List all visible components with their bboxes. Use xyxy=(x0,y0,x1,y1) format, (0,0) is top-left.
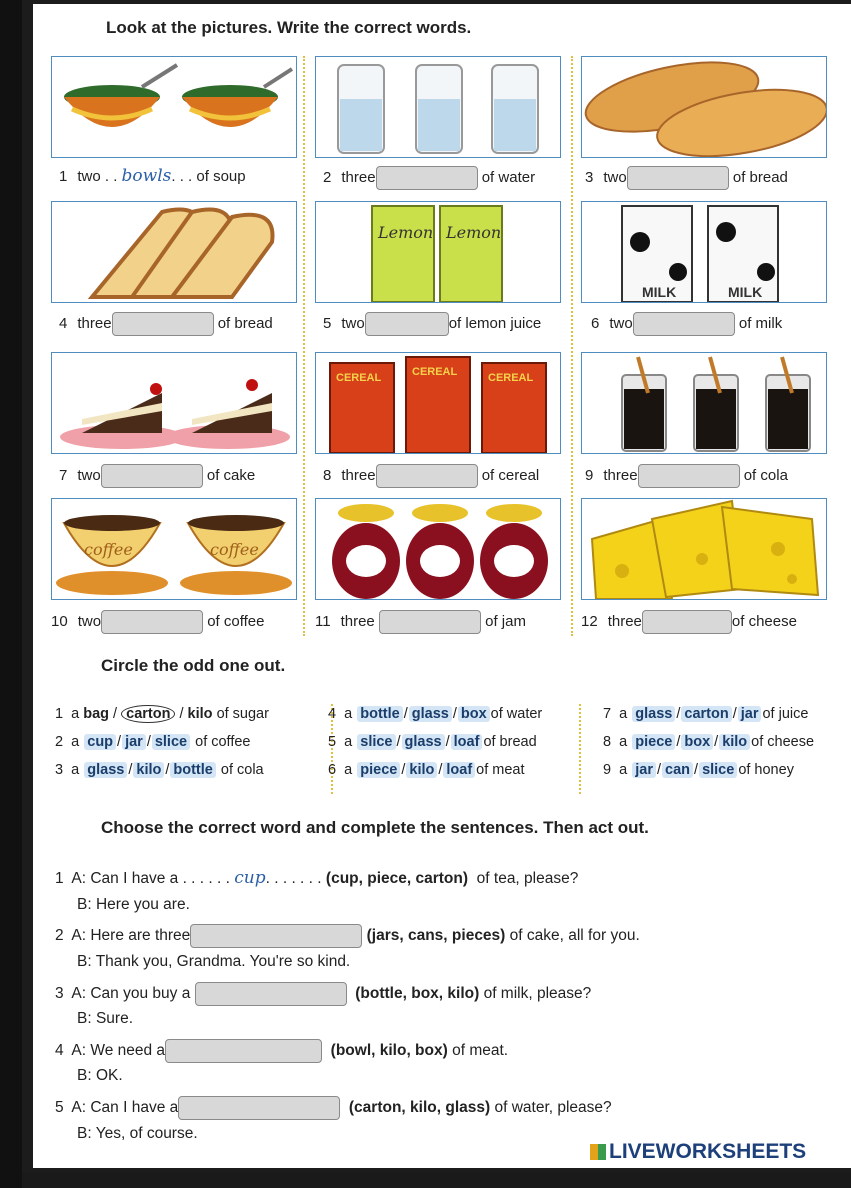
answer-input-2[interactable] xyxy=(376,166,478,190)
jam-jars-image xyxy=(316,499,560,599)
option[interactable]: loaf xyxy=(443,762,475,778)
dialogue-3b: B: Sure. xyxy=(77,1010,134,1027)
column-divider xyxy=(579,704,581,794)
column-divider xyxy=(571,56,573,636)
answer-input-5[interactable] xyxy=(365,312,449,336)
item-1: 1 two . . bowls. . . of soup xyxy=(59,166,246,186)
window-bottom-border xyxy=(22,1172,851,1188)
odd-item-9: 9 a jar / can / slice of honey xyxy=(603,762,794,778)
picture-cola-glasses xyxy=(581,352,827,454)
option[interactable]: jar xyxy=(632,762,656,778)
odd-item-1: 1 a bag / carton / kilo of sugar xyxy=(55,706,269,722)
dialogue-3a: 3 A: Can you buy a (bottle, box, kilo) of milk, please? xyxy=(55,982,591,1006)
odd-item-6: 6 a piece / kilo / loaf of meat xyxy=(328,762,525,778)
coffee-label-1: coffee xyxy=(84,540,133,559)
option[interactable]: slice xyxy=(699,762,737,778)
cheese-pieces-image xyxy=(582,499,826,599)
item-8: 8 three of cereal xyxy=(323,464,539,488)
answer-input-4[interactable] xyxy=(112,312,214,336)
item-4: 4 three of bread xyxy=(59,312,273,336)
option[interactable]: glass xyxy=(84,762,127,778)
option[interactable]: slice xyxy=(152,734,190,750)
option[interactable]: glass xyxy=(632,706,675,722)
column-divider xyxy=(303,56,305,636)
odd-item-2: 2 a cup / jar / slice of coffee xyxy=(55,734,251,750)
milk-label-2: MILK xyxy=(728,284,763,300)
option[interactable]: bottle xyxy=(170,762,215,778)
answer-input-9[interactable] xyxy=(638,464,740,488)
odd-item-7: 7 a glass / carton / jar of juice xyxy=(603,706,809,722)
option[interactable]: jar xyxy=(122,734,146,750)
picture-juice-cartons xyxy=(315,201,561,303)
option[interactable]: glass xyxy=(409,706,452,722)
section2-heading: Circle the odd one out. xyxy=(101,656,286,675)
milk-label-1: MILK xyxy=(642,284,677,300)
picture-water-glasses xyxy=(315,56,561,158)
item-12: 12 three of cheese xyxy=(581,610,797,634)
section1-heading: Look at the pictures. Write the correct words. xyxy=(106,18,472,37)
item-10: 10 two of coffee xyxy=(51,610,264,634)
item-2: 2 three of water xyxy=(323,166,535,190)
odd-item-4: 4 a bottle / glass / box of water xyxy=(328,706,543,722)
picture-cake-pieces xyxy=(51,352,297,454)
picture-bread-slices xyxy=(51,201,297,303)
picture-soup-bowls xyxy=(51,56,297,158)
answer-input-dialogue-3[interactable] xyxy=(195,982,347,1006)
option[interactable]: glass xyxy=(402,734,445,750)
cake-pieces-image xyxy=(52,353,296,453)
picture-jam-jars xyxy=(315,498,561,600)
item-5: 5 two of lemon juice xyxy=(323,312,541,336)
picture-coffee-cups xyxy=(51,498,297,600)
dialogue-5a: 5 A: Can I have a (carton, kilo, glass) of water, please? xyxy=(55,1096,612,1120)
answer-input-8[interactable] xyxy=(376,464,478,488)
option[interactable]: box xyxy=(681,734,713,750)
coffee-label-2: coffee xyxy=(210,540,259,559)
dialogue-5b: B: Yes, of course. xyxy=(77,1125,198,1142)
odd-item-8: 8 a piece / box / kilo of cheese xyxy=(603,734,815,750)
dialogue-1b: B: Here you are. xyxy=(77,896,190,913)
cereal-label-3: CEREAL xyxy=(488,372,534,384)
cereal-label-2: CEREAL xyxy=(412,366,458,378)
cereal-boxes-image xyxy=(316,353,560,453)
answer-input-6[interactable] xyxy=(633,312,735,336)
item-11: 11 three of jam xyxy=(315,610,526,634)
circled-answer: carton xyxy=(121,705,175,723)
milk-cartons-image xyxy=(582,202,826,302)
option[interactable]: cup xyxy=(84,734,116,750)
dialogue-4b: B: OK. xyxy=(77,1067,123,1084)
answer-input-3[interactable] xyxy=(627,166,729,190)
answer-input-11[interactable] xyxy=(379,610,481,634)
water-glasses-image xyxy=(316,57,560,157)
section3-heading: Choose the correct word and complete the sentences. Then act out. xyxy=(101,818,649,837)
soup-bowls-image xyxy=(52,57,296,157)
odd-item-3: 3 a glass / kilo / bottle of cola xyxy=(55,762,264,778)
answer-input-dialogue-2[interactable] xyxy=(190,924,362,948)
option[interactable]: piece xyxy=(632,734,675,750)
answer-input-dialogue-5[interactable] xyxy=(178,1096,340,1120)
answer-input-10[interactable] xyxy=(101,610,203,634)
option[interactable]: can xyxy=(662,762,693,778)
option[interactable]: carton xyxy=(681,706,731,722)
option[interactable]: loaf xyxy=(451,734,483,750)
juice-cartons-image xyxy=(316,202,560,302)
option[interactable]: kilo xyxy=(719,734,750,750)
dialogue-2a: 2 A: Here are three (jars, cans, pieces) of cake, all for you. xyxy=(55,924,640,948)
option[interactable]: kilo xyxy=(133,762,164,778)
cola-glasses-image xyxy=(582,353,826,453)
liveworksheets-logo: LIVEWORKSHEETS xyxy=(590,1140,806,1164)
answer-input-12[interactable] xyxy=(642,610,732,634)
option[interactable]: box xyxy=(458,706,490,722)
picture-cheese-pieces xyxy=(581,498,827,600)
dialogue-2b: B: Thank you, Grandma. You're so kind. xyxy=(77,953,351,970)
juice-label-2: Lemon xyxy=(446,223,502,242)
answer-input-dialogue-4[interactable] xyxy=(165,1039,322,1063)
option[interactable]: kilo xyxy=(406,762,437,778)
bread-loaves-image xyxy=(582,57,826,157)
option[interactable]: bottle xyxy=(357,706,402,722)
juice-label-1: Lemon xyxy=(378,223,434,242)
dialogue-4a: 4 A: We need a (bowl, kilo, box) of meat. xyxy=(55,1039,508,1063)
answer-input-7[interactable] xyxy=(101,464,203,488)
picture-bread-loaves xyxy=(581,56,827,158)
picture-cereal-boxes xyxy=(315,352,561,454)
cereal-label-1: CEREAL xyxy=(336,372,382,384)
liveworksheets-icon xyxy=(590,1144,606,1160)
item-9: 9 three of cola xyxy=(585,464,788,488)
bread-slices-image xyxy=(52,202,296,302)
dialogue-1a: 1 A: Can I have a . . . . . . cup. . . . . . . (cup, piece, carton) of tea, please? xyxy=(55,868,579,888)
coffee-cups-image xyxy=(52,499,296,599)
odd-item-5: 5 a slice / glass / loaf of bread xyxy=(328,734,537,750)
option[interactable]: jar xyxy=(738,706,762,722)
option[interactable]: slice xyxy=(357,734,395,750)
answer-dialogue-1: cup xyxy=(234,868,266,888)
worksheet xyxy=(33,4,851,1168)
option[interactable]: piece xyxy=(357,762,400,778)
answer-1: bowls xyxy=(121,166,172,186)
item-7: 7 two of cake xyxy=(59,464,255,488)
picture-milk-cartons xyxy=(581,201,827,303)
item-6: 6 two of milk xyxy=(591,312,782,336)
item-3: 3 two of bread xyxy=(585,166,788,190)
